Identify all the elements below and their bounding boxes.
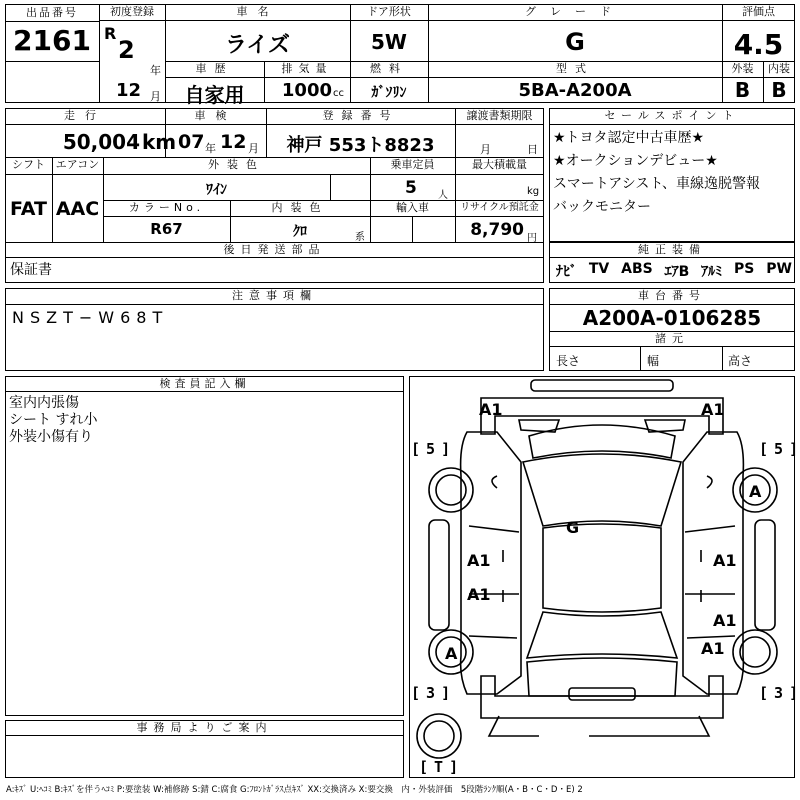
insp-year: 07: [178, 131, 205, 153]
mark-front-right: A1: [701, 400, 725, 419]
chassis-number: A200A-0106285: [582, 306, 762, 330]
import-label: 輸入車: [396, 201, 429, 214]
color-no: R67: [150, 220, 183, 238]
transfer-month-unit: 月: [480, 143, 491, 156]
car-diagram: [409, 376, 799, 778]
equip-pw: PW: [766, 261, 792, 277]
door-type: 5W: [371, 30, 407, 54]
equip-tv: TV: [588, 261, 610, 277]
mileage-unit: km: [142, 130, 177, 154]
equip-alloy: ｱﾙﾐ: [701, 264, 723, 280]
legend: A:ｷｽﾞ U:ﾍｺﾐ B:ｷｽﾞを伴うﾍｺﾐ P:要塗装 W:補修跡 S:錆 C:腐食 G:ﾌﾛﾝﾄｶﾞﾗｽ点ｷｽﾞ XX:交換済み X:要交換 内・外装評価 5段階ﾗﾝｸ順(A・B・C・D・E) 2: [6, 785, 583, 795]
width-label: 幅: [647, 354, 660, 368]
lot-number: 2161: [13, 24, 91, 57]
recycle-unit: 円: [527, 233, 537, 244]
office-label: 事務局よりご案内: [136, 721, 273, 734]
sales-point-line: ★トヨタ認定中古車歴★: [553, 130, 705, 146]
inspector-label: 検査員記入欄: [159, 377, 250, 390]
exterior-label: 外装: [731, 62, 754, 75]
fuel-label: 燃料: [370, 62, 408, 75]
reg-month: 12: [116, 80, 142, 101]
mark-door-right-1: A1: [713, 551, 737, 570]
insp-month-unit: 月: [248, 142, 259, 155]
reg-label: 登録番号: [322, 109, 399, 122]
sales-points-label: セールスポイント: [604, 109, 740, 122]
tire-rear-right: [ 3 ]: [759, 684, 799, 702]
tire-rear-left: [ 3 ]: [411, 684, 451, 702]
first-reg-label: 初度登録: [110, 5, 154, 18]
interior-label: 内装: [768, 62, 790, 75]
recycle: 8,790: [470, 220, 524, 240]
interior-grade: B: [771, 78, 787, 102]
equip-navi: ﾅﾋﾞ: [556, 264, 577, 280]
mark-door-left-1: A1: [467, 551, 491, 570]
interior-suffix: 系: [355, 232, 365, 243]
aircon: AAC: [55, 198, 100, 220]
interior-color: ｸﾛ: [293, 224, 307, 240]
reg-number: 神戸 553ト8823: [286, 135, 435, 156]
capacity-label: 乗車定員: [390, 158, 435, 171]
equipment-list: [556, 261, 792, 281]
history: 自家用: [184, 83, 245, 107]
displacement-label: 排気量: [281, 62, 333, 75]
spec-label: 諸元: [655, 332, 689, 345]
notes-label: 注意事項欄: [232, 289, 317, 302]
tire-front-right: [ 5 ]: [759, 440, 799, 458]
car-name: ライズ: [224, 33, 291, 58]
inspector-line: 外装小傷有り: [9, 429, 93, 445]
sales-point-line: ★オークションデビュー★: [553, 153, 718, 169]
color: ﾜｲﾝ: [206, 182, 227, 198]
later-parts-label: 後日発送部品: [223, 243, 326, 256]
door-label: ドア形状: [367, 5, 411, 18]
equipment-label: 純正装備: [638, 243, 706, 256]
model-label: 型式: [556, 62, 594, 75]
inspector-line: 室内内張傷: [9, 395, 79, 411]
transfer-day-unit: 日: [527, 143, 538, 156]
insp-month: 12: [220, 131, 247, 153]
lot-label: 出品番号: [26, 6, 78, 19]
car-name-label: 車名: [236, 5, 279, 18]
mileage: 50,004: [62, 130, 140, 154]
capacity: 5: [405, 178, 417, 198]
model: 5BA-A200A: [518, 80, 632, 101]
sales-points-box: [549, 108, 795, 242]
mark-door-left-2: A1: [467, 585, 491, 604]
grade-label: グレード: [525, 5, 625, 18]
mileage-label: 走行: [64, 109, 106, 122]
aircon-label: エアコン: [55, 158, 100, 171]
sales-point-line: バックモニター: [553, 199, 651, 215]
shift-label: シフト: [12, 158, 45, 171]
load-unit: kg: [527, 186, 540, 197]
interior-color-label: 内装色: [271, 201, 329, 214]
transfer-label: 譲渡書類期限: [466, 109, 533, 122]
equip-airbag: ｴｱB: [664, 264, 690, 280]
tire-front-left: [ 5 ]: [411, 440, 451, 458]
color-label: 外装色: [208, 158, 265, 171]
height-label: 高さ: [728, 354, 753, 368]
month-unit: 月: [150, 90, 161, 103]
capacity-unit: 人: [438, 190, 448, 201]
score-label: 評価点: [742, 5, 775, 18]
reg-year: 2: [118, 36, 135, 64]
spare-tire: [ T ]: [419, 758, 459, 776]
shift: FAT: [10, 198, 47, 220]
later-parts: 保証書: [10, 262, 52, 278]
length-label: 長さ: [556, 354, 581, 368]
displacement: 1000: [281, 80, 332, 101]
inspector-line: シート すれ小: [9, 412, 98, 428]
mark-roof: G: [566, 518, 580, 537]
mark-wheel-rear-left: A: [445, 644, 458, 663]
era: R: [104, 24, 117, 43]
displacement-unit: cc: [333, 88, 344, 99]
mark-rear-right: A1: [701, 639, 725, 658]
notes-text: NSZT−W68T: [12, 308, 169, 327]
recycle-label: リサイクル預託金: [460, 202, 539, 213]
mark-door-right-2: A1: [713, 611, 737, 630]
color-no-label: カラーNo.: [128, 201, 205, 214]
history-label: 車歴: [195, 62, 234, 75]
score: 4.5: [733, 28, 784, 61]
sales-point-line: スマートアシスト、車線逸脱警報: [553, 176, 761, 192]
grade: G: [565, 28, 585, 56]
mark-front-left: A1: [479, 400, 503, 419]
year-unit: 年: [150, 64, 161, 77]
insp-year-unit: 年: [205, 142, 216, 155]
chassis-label: 車台番号: [638, 289, 706, 302]
equip-ps: PS: [734, 261, 755, 277]
mark-wheel-front-right: A: [749, 482, 762, 501]
exterior-grade: B: [734, 78, 751, 102]
equip-abs: ABS: [621, 261, 653, 277]
load-label: 最大積載量: [472, 158, 527, 171]
inspection-label: 車検: [194, 109, 237, 122]
fuel: ｶﾞｿﾘﾝ: [371, 85, 407, 101]
